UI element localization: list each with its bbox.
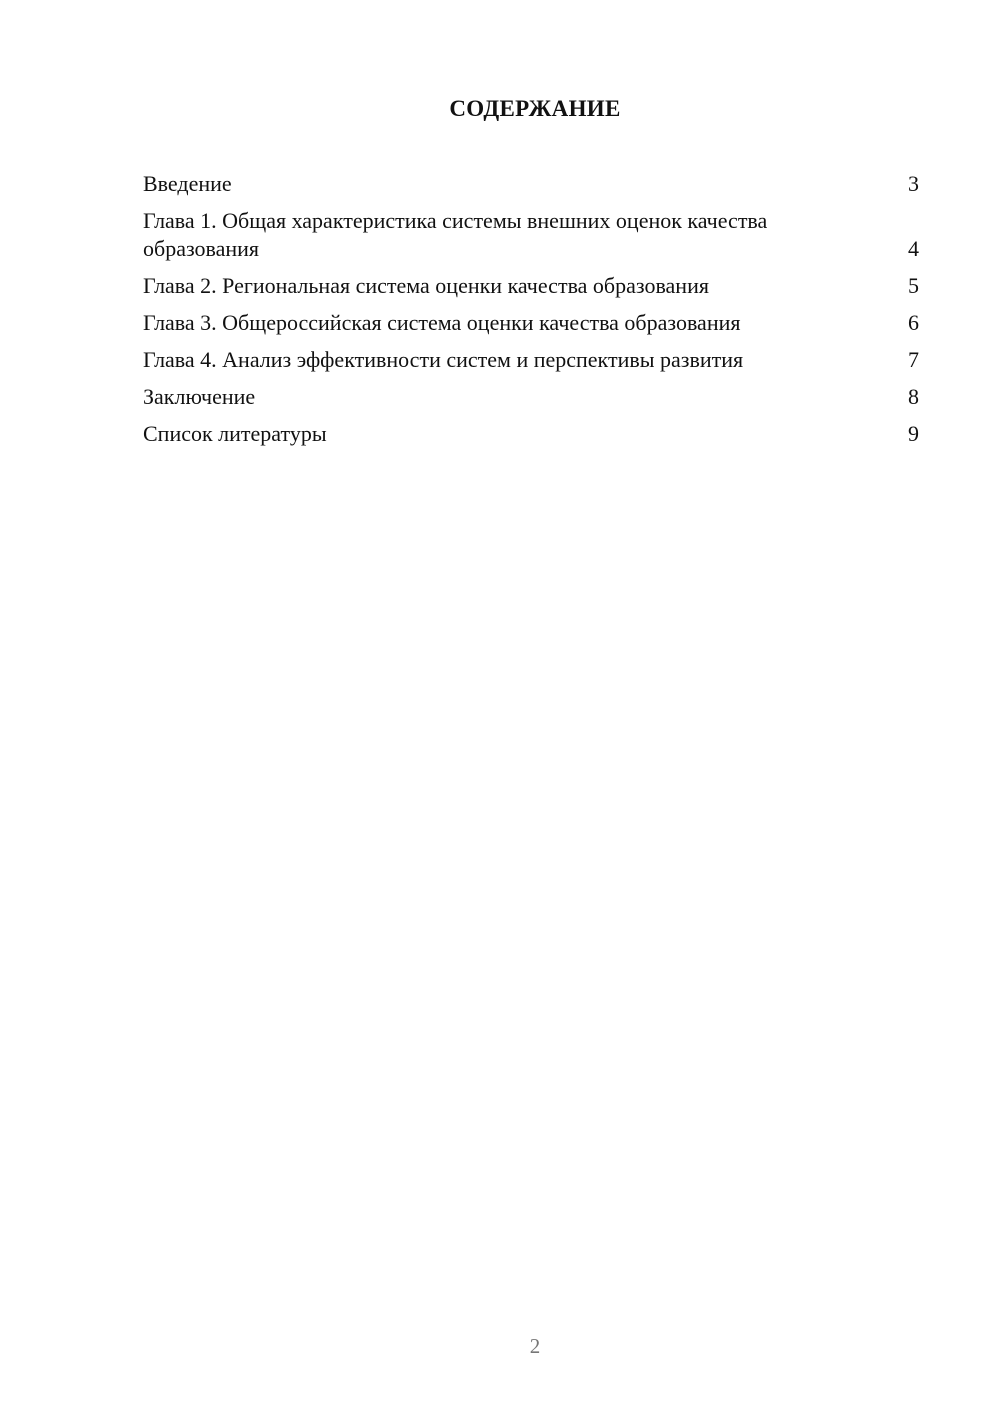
toc-title: СОДЕРЖАНИЕ xyxy=(449,96,621,121)
toc-item-page: 6 xyxy=(908,310,919,335)
toc-item-chapter-4 xyxy=(143,346,919,374)
table-of-contents xyxy=(143,170,919,457)
toc-item-label: Список литературы xyxy=(143,421,327,446)
toc-item-chapter-2 xyxy=(143,272,919,300)
toc-item-label: Заключение xyxy=(143,384,256,409)
toc-item-page: 8 xyxy=(908,384,919,409)
toc-item-page: 3 xyxy=(908,171,919,196)
toc-item-chapter-1 xyxy=(143,207,919,263)
toc-item-label: Глава 3. Общероссийская система оценки качества образования xyxy=(143,310,741,335)
toc-item-page: 7 xyxy=(908,347,919,372)
toc-item-introduction xyxy=(143,170,919,198)
toc-item-label: Введение xyxy=(143,171,232,196)
toc-item-chapter-3 xyxy=(143,309,919,337)
toc-item-page: 5 xyxy=(908,273,919,298)
page-number: 2 xyxy=(529,1334,541,1358)
toc-item-label: Глава 1. Общая характеристика системы внешних оценок качества образования xyxy=(143,208,768,261)
toc-item-page: 4 xyxy=(908,236,919,261)
toc-item-conclusion xyxy=(143,383,919,411)
toc-item-label: Глава 2. Региональная система оценки качества образования xyxy=(143,273,709,298)
toc-item-page: 9 xyxy=(908,421,919,446)
toc-item-references xyxy=(143,420,919,448)
toc-item-label: Глава 4. Анализ эффективности систем и перспективы развития xyxy=(143,347,744,372)
